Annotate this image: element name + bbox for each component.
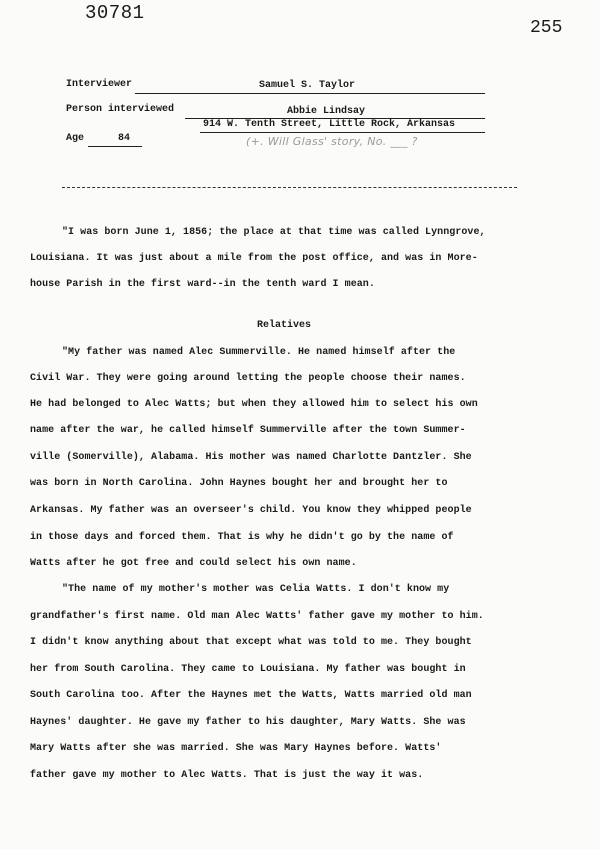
para1-line: name after the war, he called himself Summerville after the town Summer- (30, 425, 466, 436)
age-underline (88, 146, 142, 147)
intro-line: house Parish in the first ward--in the tenth ward I mean. (30, 279, 375, 290)
intro-line: "I was born June 1, 1856; the place at that time was called Lynngrove, (62, 227, 486, 238)
para1-line: He had belonged to Alec Watts; but when they allowed him to select his own (30, 399, 478, 410)
para1-line: ville (Somerville), Alabama. His mother was named Charlotte Dantzler. She (30, 452, 472, 463)
para2-line: her from South Carolina. They came to Louisiana. My father was bought in (30, 664, 466, 675)
section-heading: Relatives (257, 320, 312, 331)
para2-line: South Carolina too. After the Haynes met the Watts, Watts married old man (30, 690, 472, 701)
para1-line: Watts after he got free and could select his own name. (30, 558, 357, 569)
archive-number: 30781 (85, 2, 145, 24)
handwritten-note: (+. Will Glass' story, No. ___ ? (246, 135, 418, 148)
interviewer-label: Interviewer (66, 79, 133, 90)
separator-dashes (62, 187, 517, 188)
para2-line: grandfather's first name. Old man Alec Watts' father gave my mother to him. (30, 611, 484, 622)
para1-line: in those days and forced them. That is why he didn't go by the name of (30, 532, 454, 543)
person-interviewed-label: Person interviewed (66, 104, 175, 115)
para1-line: Civil War. They were going around letting the people choose their names. (30, 373, 466, 384)
age-value: 84 (118, 133, 131, 144)
address: 914 W. Tenth Street, Little Rock, Arkansas (203, 119, 456, 130)
para2-line: Mary Watts after she was married. She was Mary Haynes before. Watts' (30, 743, 442, 754)
person-name: Abbie Lindsay (287, 106, 366, 117)
age-label: Age (66, 133, 85, 144)
para2-line: father gave my mother to Alec Watts. That is just the way it was. (30, 770, 424, 781)
para2-line: I didn't know anything about that except what was told to me. They bought (30, 637, 472, 648)
interviewer-name: Samuel S. Taylor (259, 80, 356, 91)
para1-line: Arkansas. My father was an overseer's child. You know they whipped people (30, 505, 472, 516)
intro-line: Louisiana. It was just about a mile from the post office, and was in More- (30, 253, 478, 264)
para2-line: Haynes' daughter. He gave my father to his daughter, Mary Watts. She was (30, 717, 466, 728)
address-underline (200, 132, 485, 133)
page-number: 255 (530, 18, 563, 38)
para2-line: "The name of my mother's mother was Celia Watts. I don't know my (62, 584, 450, 595)
para1-line: "My father was named Alec Summerville. He named himself after the (62, 347, 456, 358)
para1-line: was born in North Carolina. John Haynes bought her and brought her to (30, 478, 448, 489)
interviewer-underline (135, 93, 485, 94)
